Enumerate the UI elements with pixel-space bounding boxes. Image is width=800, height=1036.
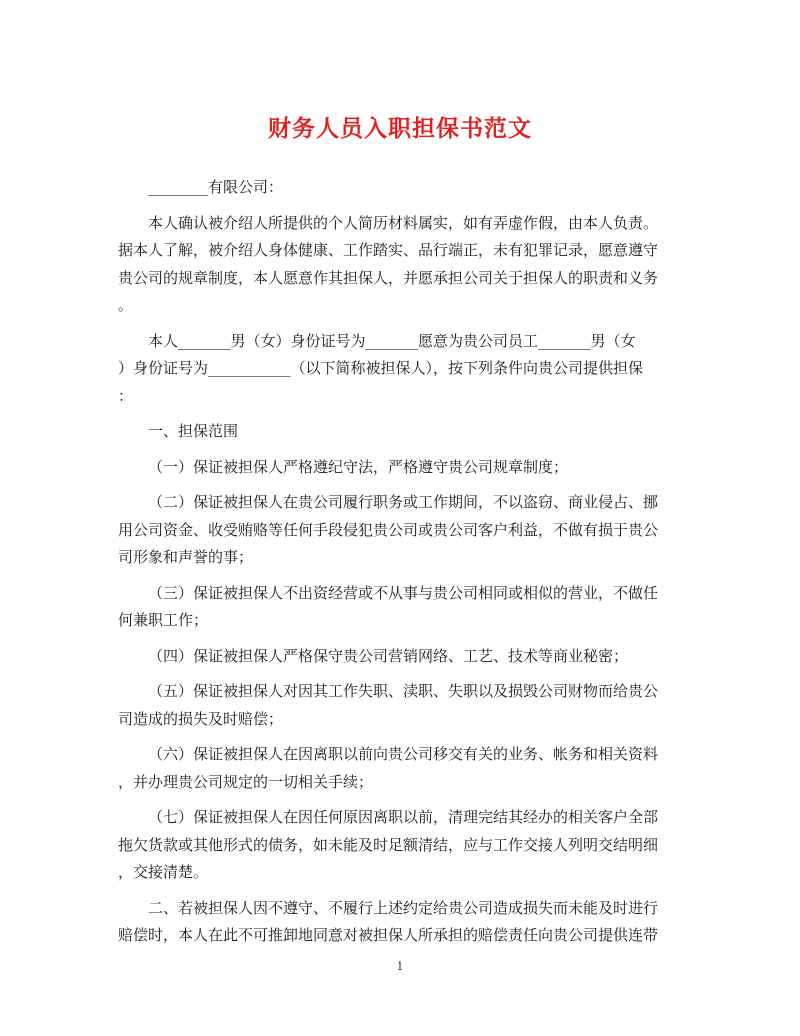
paragraph-line: 本人_______男（女）身份证号为_______愿意为贵公司员工_______男（女 (148, 331, 636, 350)
paragraph-line: （五）保证被担保人对因其工作失职、渎职、失职以及损毁公司财物而给贵公 (148, 682, 659, 700)
paragraph-line: （二）保证被担保人在贵公司履行职务或工作期间，不以盗窃、商业侵占、挪 (148, 493, 659, 511)
document-title: 财务人员入职担保书范文 (268, 115, 532, 142)
paragraph-line: （四）保证被担保人严格保守贵公司营销网络、工艺、技术等商业秘密； (148, 646, 629, 665)
clause-item (118, 804, 686, 887)
clause-item (118, 741, 686, 796)
paragraph-line: （七）保证被担保人在因任何原因离职以前，清理完结其经办的相关客户全部 (148, 808, 659, 826)
paragraph-line: 本人确认被介绍人所提供的个人简历材料属实，如有弄虚作假，由本人负责。 (148, 213, 659, 232)
clause-item (118, 489, 686, 572)
paragraph-line: （三）保证被担保人不出资经营或不从事与贵公司相同或相似的营业，不做任 (148, 583, 659, 602)
paragraph-line: 用公司资金、收受贿赂等任何手段侵犯贵公司或贵公司客户利益，不做有损于贵公 (118, 520, 659, 539)
page-number: 1 (396, 960, 404, 973)
paragraph-line: ）身份证号为___________（以下简称被担保人），按下列条件向贵公司提供担保 (118, 359, 644, 377)
clause-item (118, 454, 686, 482)
paragraph-line: （一）保证被担保人严格遵纪守法，严格遵守贵公司规章制度； (148, 457, 569, 476)
confirmation-paragraph (118, 210, 686, 320)
paragraph-line: （六）保证被担保人在因离职以前向贵公司移交有关的业务、帐务和相关资料 (148, 745, 659, 763)
paragraph-line: ： (118, 386, 134, 405)
paragraph-line: 司造成的损失及时赔偿； (118, 709, 284, 728)
paragraph-line: 拖欠货款或其他形式的债务，如未能及时足额清结，应与工作交接人列明交结明细 (118, 835, 659, 854)
paragraph-line: 赔偿时，本人在此不可推卸地同意对被担保人所承担的赔偿责任向贵公司提供连带 (118, 926, 659, 944)
identity-paragraph (118, 328, 686, 411)
paragraph-line: 司形象和声誉的事； (118, 548, 254, 566)
paragraph-line: ________有限公司： (148, 178, 284, 196)
paragraph-line: 。 (118, 296, 134, 314)
clause-item (118, 643, 686, 671)
paragraph-line: 一、担保范围 (148, 422, 239, 440)
clause-item (118, 678, 686, 733)
section-heading (118, 418, 686, 446)
liability-paragraph (118, 895, 686, 950)
addressee-paragraph (118, 174, 686, 202)
paragraph-line: 据本人了解，被介绍人身体健康、工作踏实、品行端正，未有犯罪记录，愿意遵守 (118, 241, 659, 259)
paragraph-line: 何兼职工作； (118, 611, 209, 629)
document-body (118, 174, 686, 950)
paragraph-line: ，交接清楚。 (118, 863, 209, 881)
paragraph-line: ，并办理贵公司规定的一切相关手续； (118, 772, 374, 791)
paragraph-line: 贵公司的规章制度，本人愿意作其担保人，并愿承担公司关于担保人的职责和义务 (118, 268, 659, 287)
clause-item (118, 580, 686, 635)
paragraph-line: 二、若被担保人因不遵守、不履行上述约定给贵公司造成损失而未能及时进行 (148, 898, 659, 917)
